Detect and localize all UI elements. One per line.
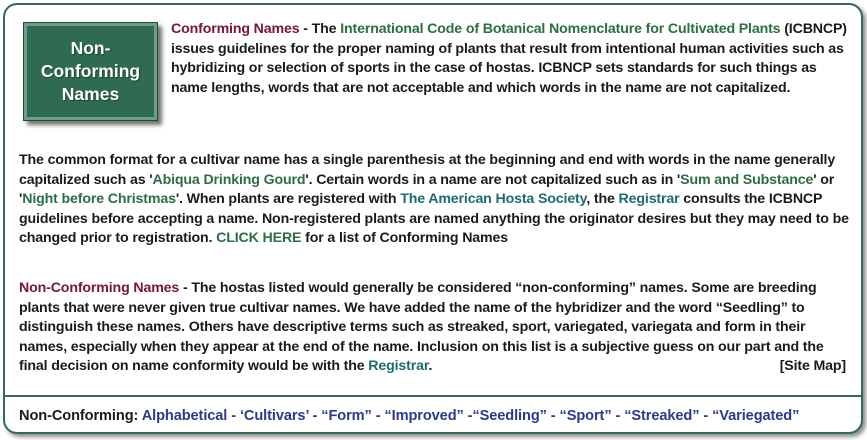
- nav-label: Non-Conforming:: [19, 408, 142, 424]
- non-conforming-nav: [19, 406, 799, 426]
- nav-separator: -: [371, 408, 385, 424]
- format-paragraph: [19, 151, 854, 249]
- nav-separator: -: [699, 408, 713, 424]
- site-map-link[interactable]: [Site Map]: [779, 358, 846, 375]
- nav-link-streaked[interactable]: “Streaked”: [624, 408, 700, 424]
- registrar-link[interactable]: Registrar: [618, 191, 680, 208]
- nav-link-sport[interactable]: “Sport”: [559, 408, 612, 424]
- para2-text-3: ' or ': [19, 171, 835, 208]
- title-line-3: Names: [61, 84, 120, 104]
- example-sum-and-substance-link[interactable]: Sum and Substance: [680, 171, 814, 188]
- conforming-names-heading: Conforming Names: [171, 21, 300, 37]
- para1-text: (ICBNCP) issues guidelines for the proper naming of plants that result from intentional human activities such as hybridizing or selection of sports in the case of hostas. ICBNCP sets standards for such things as name lengths, words that are not acceptable and which words in the name are not capitalized.: [171, 21, 847, 96]
- para1-dash: - The: [299, 21, 341, 37]
- nav-link-improved[interactable]: “Improved”: [384, 408, 464, 424]
- nav-link-form[interactable]: “Form”: [321, 408, 372, 424]
- title-line-1: Non-: [70, 38, 111, 58]
- title-line-2: Conforming: [40, 61, 141, 81]
- para2-text-5: , the: [586, 191, 619, 208]
- nav-separator: -: [308, 408, 322, 424]
- nav-link-variegated[interactable]: “Variegated”: [712, 408, 800, 424]
- nav-divider: [5, 395, 861, 397]
- nav-separator: -: [546, 408, 560, 424]
- title-box: [23, 22, 158, 121]
- american-hosta-society-link[interactable]: The American Hosta Society: [400, 191, 587, 208]
- para3-text-2: .: [428, 358, 433, 375]
- para2-text-2: '. Certain words in a name are not capitalized such as in ': [305, 171, 681, 188]
- example-abiqua-link[interactable]: Abiqua Drinking Gourd: [152, 171, 306, 188]
- example-night-before-christmas-link[interactable]: Night before Christmas: [22, 191, 176, 208]
- content-frame: [3, 3, 863, 434]
- nav-separator: -: [611, 408, 625, 424]
- icbn-link[interactable]: International Code of Botanical Nomenclature for Cultivated Plants: [340, 21, 781, 37]
- click-here-link[interactable]: CLICK HERE: [216, 230, 302, 247]
- nav-separator: -: [463, 408, 473, 424]
- nav-link-cultivars[interactable]: ‘Cultivars’: [239, 408, 309, 424]
- para2-text-7: for a list of Conforming Names: [301, 230, 508, 247]
- non-conforming-names-heading: Non-Conforming Names: [19, 280, 180, 296]
- para3-text-1: - The hostas listed would generally be considered “non-conforming” names. Some are breeding plants that were never given true cultivar names. We have added the name of the hybridizer and the word “Seedling” to distinguish these names. Others have descriptive terms such as streaked, sport, variegated, variegata and form in their names, especially when they appear at the end of the name. Inclusion on this list is a subjective guess on our part and the final decision on name conformity would be with the: [19, 280, 824, 375]
- registrar-link-2[interactable]: Registrar: [368, 358, 429, 375]
- nav-link-seedling[interactable]: “Seedling”: [472, 408, 547, 424]
- para2-text-4: '. When plants are registered with: [175, 191, 401, 208]
- para2-text-1: The common format for a cultivar name has a single parenthesis at the beginning and end with words in the name generally capitalized such as ': [19, 152, 836, 188]
- non-conforming-paragraph: [19, 279, 854, 377]
- para2-text-6: consults the ICBNCP guidelines before accepting a name. Non-registered plants are named anything the originator desires but they may need to be changed prior to registration.: [19, 191, 849, 247]
- nav-link-alphabetical[interactable]: Alphabetical: [141, 408, 228, 424]
- conforming-names-paragraph: [171, 20, 851, 98]
- nav-separator: -: [227, 408, 240, 424]
